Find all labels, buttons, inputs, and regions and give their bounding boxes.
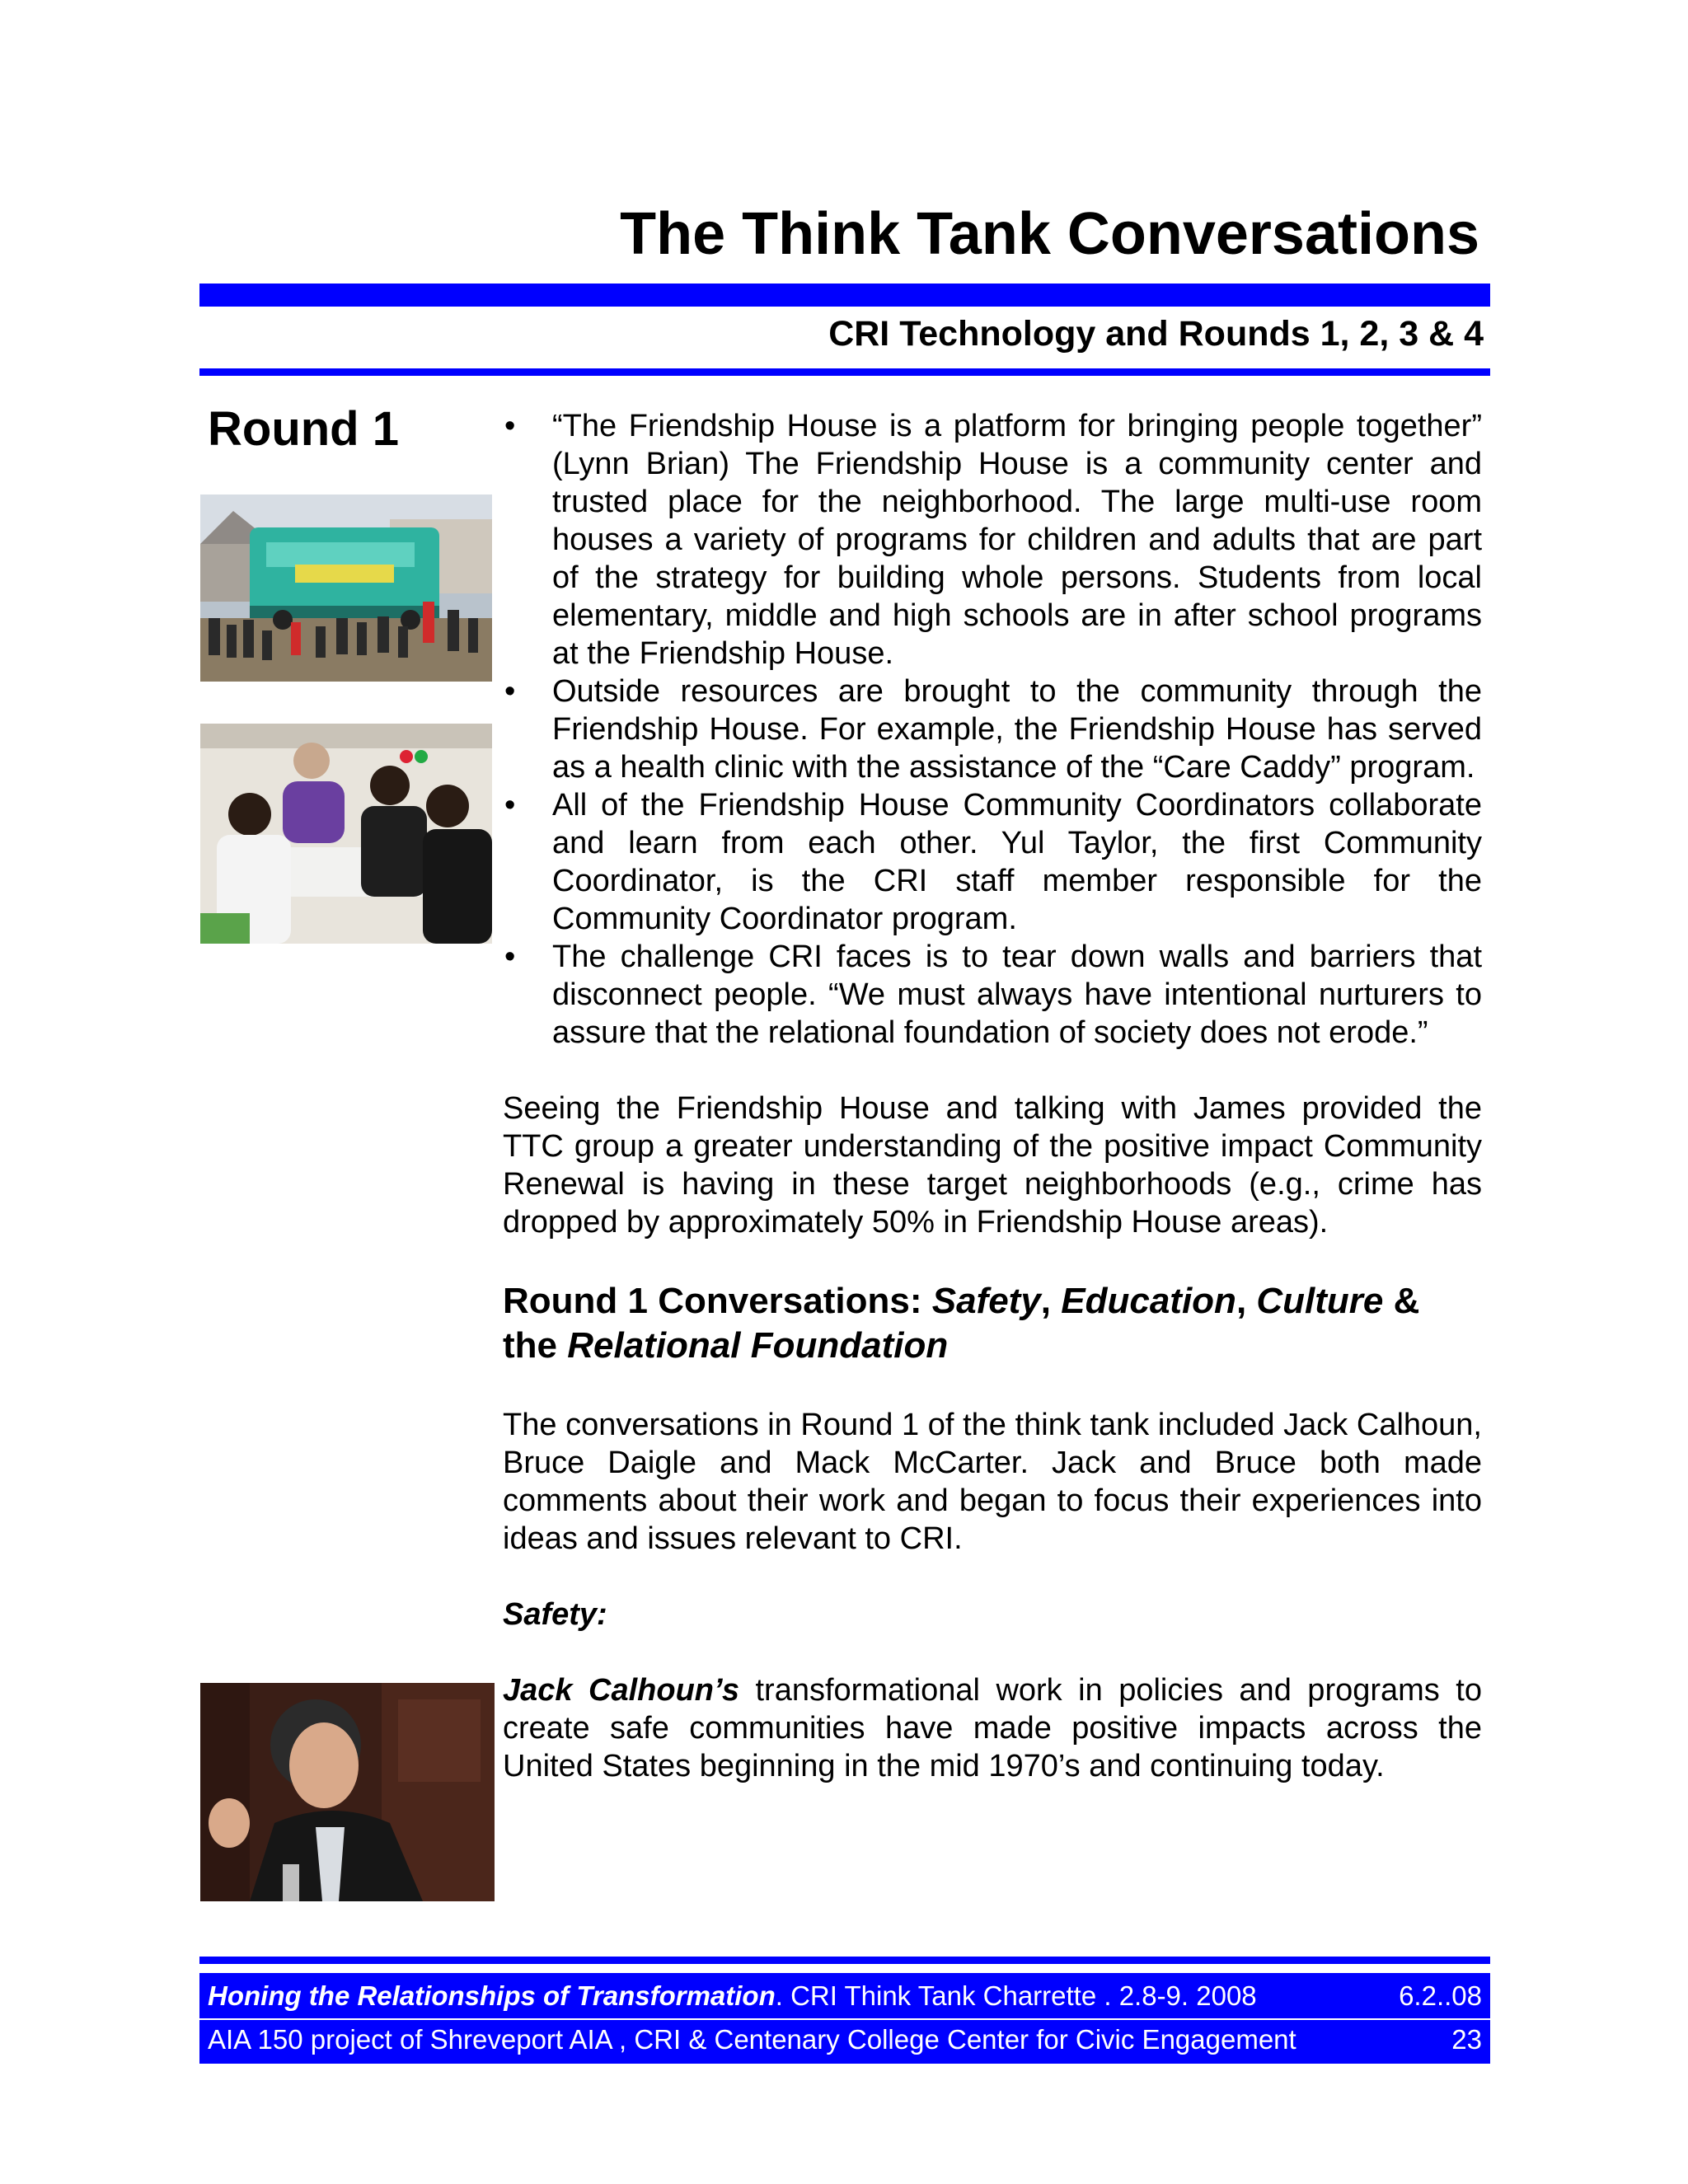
bullet-icon: • [504, 409, 516, 443]
page-number: 23 [1451, 2024, 1482, 2055]
safety-label: Safety: [503, 1597, 607, 1632]
footer-rule [199, 1957, 1490, 1964]
title-rule [199, 284, 1490, 307]
subtitle-rule [199, 368, 1490, 376]
list-item: • Outside resources are brought to the community through the Friendship House. For example, the Friendship House has served as a health clinic with the assistance of the “Care Caddy” program. [504, 674, 1482, 785]
footer-line-2 [208, 2021, 1482, 2059]
footer-divider [199, 2018, 1490, 2020]
jack-calhoun-photo [200, 1683, 495, 1901]
round1-conversations-heading: Round 1 Conversations: Safety, Education, Culture & the Relational Foundation [503, 1281, 1420, 1366]
conversations-paragraph: The conversations in Round 1 of the think tank included Jack Calhoun, Bruce Daigle and Mack McCarter. Jack and Bruce both made comments about their work and began to focus their experiences into ideas and issues relevant to CRI. [503, 1408, 1482, 1556]
volunteer-students-photo [200, 724, 492, 944]
round-label: Round 1 [208, 402, 399, 456]
footer-event: . CRI Think Tank Charrette . 2.8-9. 2008 [775, 1980, 1257, 2011]
bullet-list [503, 407, 1482, 1052]
page-title: The Think Tank Conversations [620, 201, 1479, 267]
bullet-icon: • [504, 788, 516, 823]
bullet-icon: • [504, 940, 516, 974]
friendship-house-paragraph: Seeing the Friendship House and talking with James provided the TTC group a greater understanding of the positive impact Community Renewal is having in these target neighborhoods (e.g., crime has dropped by approximately 50% in Friendship House areas). [503, 1091, 1482, 1240]
footer-project: AIA 150 project of Shreveport AIA , CRI & Centenary College Center for Civic Engagement [208, 2024, 1296, 2055]
list-item: • All of the Friendship House Community Coordinators collaborate and learn from each other. Yul Taylor, the first Community Coordinator, is the CRI staff member responsible for the Community Coordinator program. [504, 788, 1482, 936]
footer [199, 1973, 1490, 2064]
list-item: • “The Friendship House is a platform for bringing people together” (Lynn Brian) The Friendship House is a community center and trusted place for the neighborhood. The large multi-use room houses a variety of programs for children and adults that are part of the strategy for building whole persons. Students from local elementary, middle and high schools are in after school programs at the Friendship House. [504, 409, 1482, 671]
list-item: • The challenge CRI faces is to tear down walls and barriers that disconnect people. “We must always have intentional nurturers to assure that the relational foundation of society does not erode.” [504, 940, 1482, 1050]
bullet-icon: • [504, 674, 516, 709]
page-subtitle: CRI Technology and Rounds 1, 2, 3 & 4 [828, 314, 1484, 354]
care-caddy-bus-photo [200, 494, 492, 682]
footer-date: 6.2..08 [1399, 1980, 1482, 2011]
jack-calhoun-paragraph: Jack Calhoun’s transformational work in policies and programs to create safe communities have made positive impacts across the United States beginning in the mid 1970’s and continuing today. [503, 1673, 1482, 1783]
footer-line-1 [208, 1977, 1482, 2015]
footer-doc-title: Honing the Relationships of Transformation [208, 1980, 776, 2011]
main-content [503, 407, 1482, 1785]
